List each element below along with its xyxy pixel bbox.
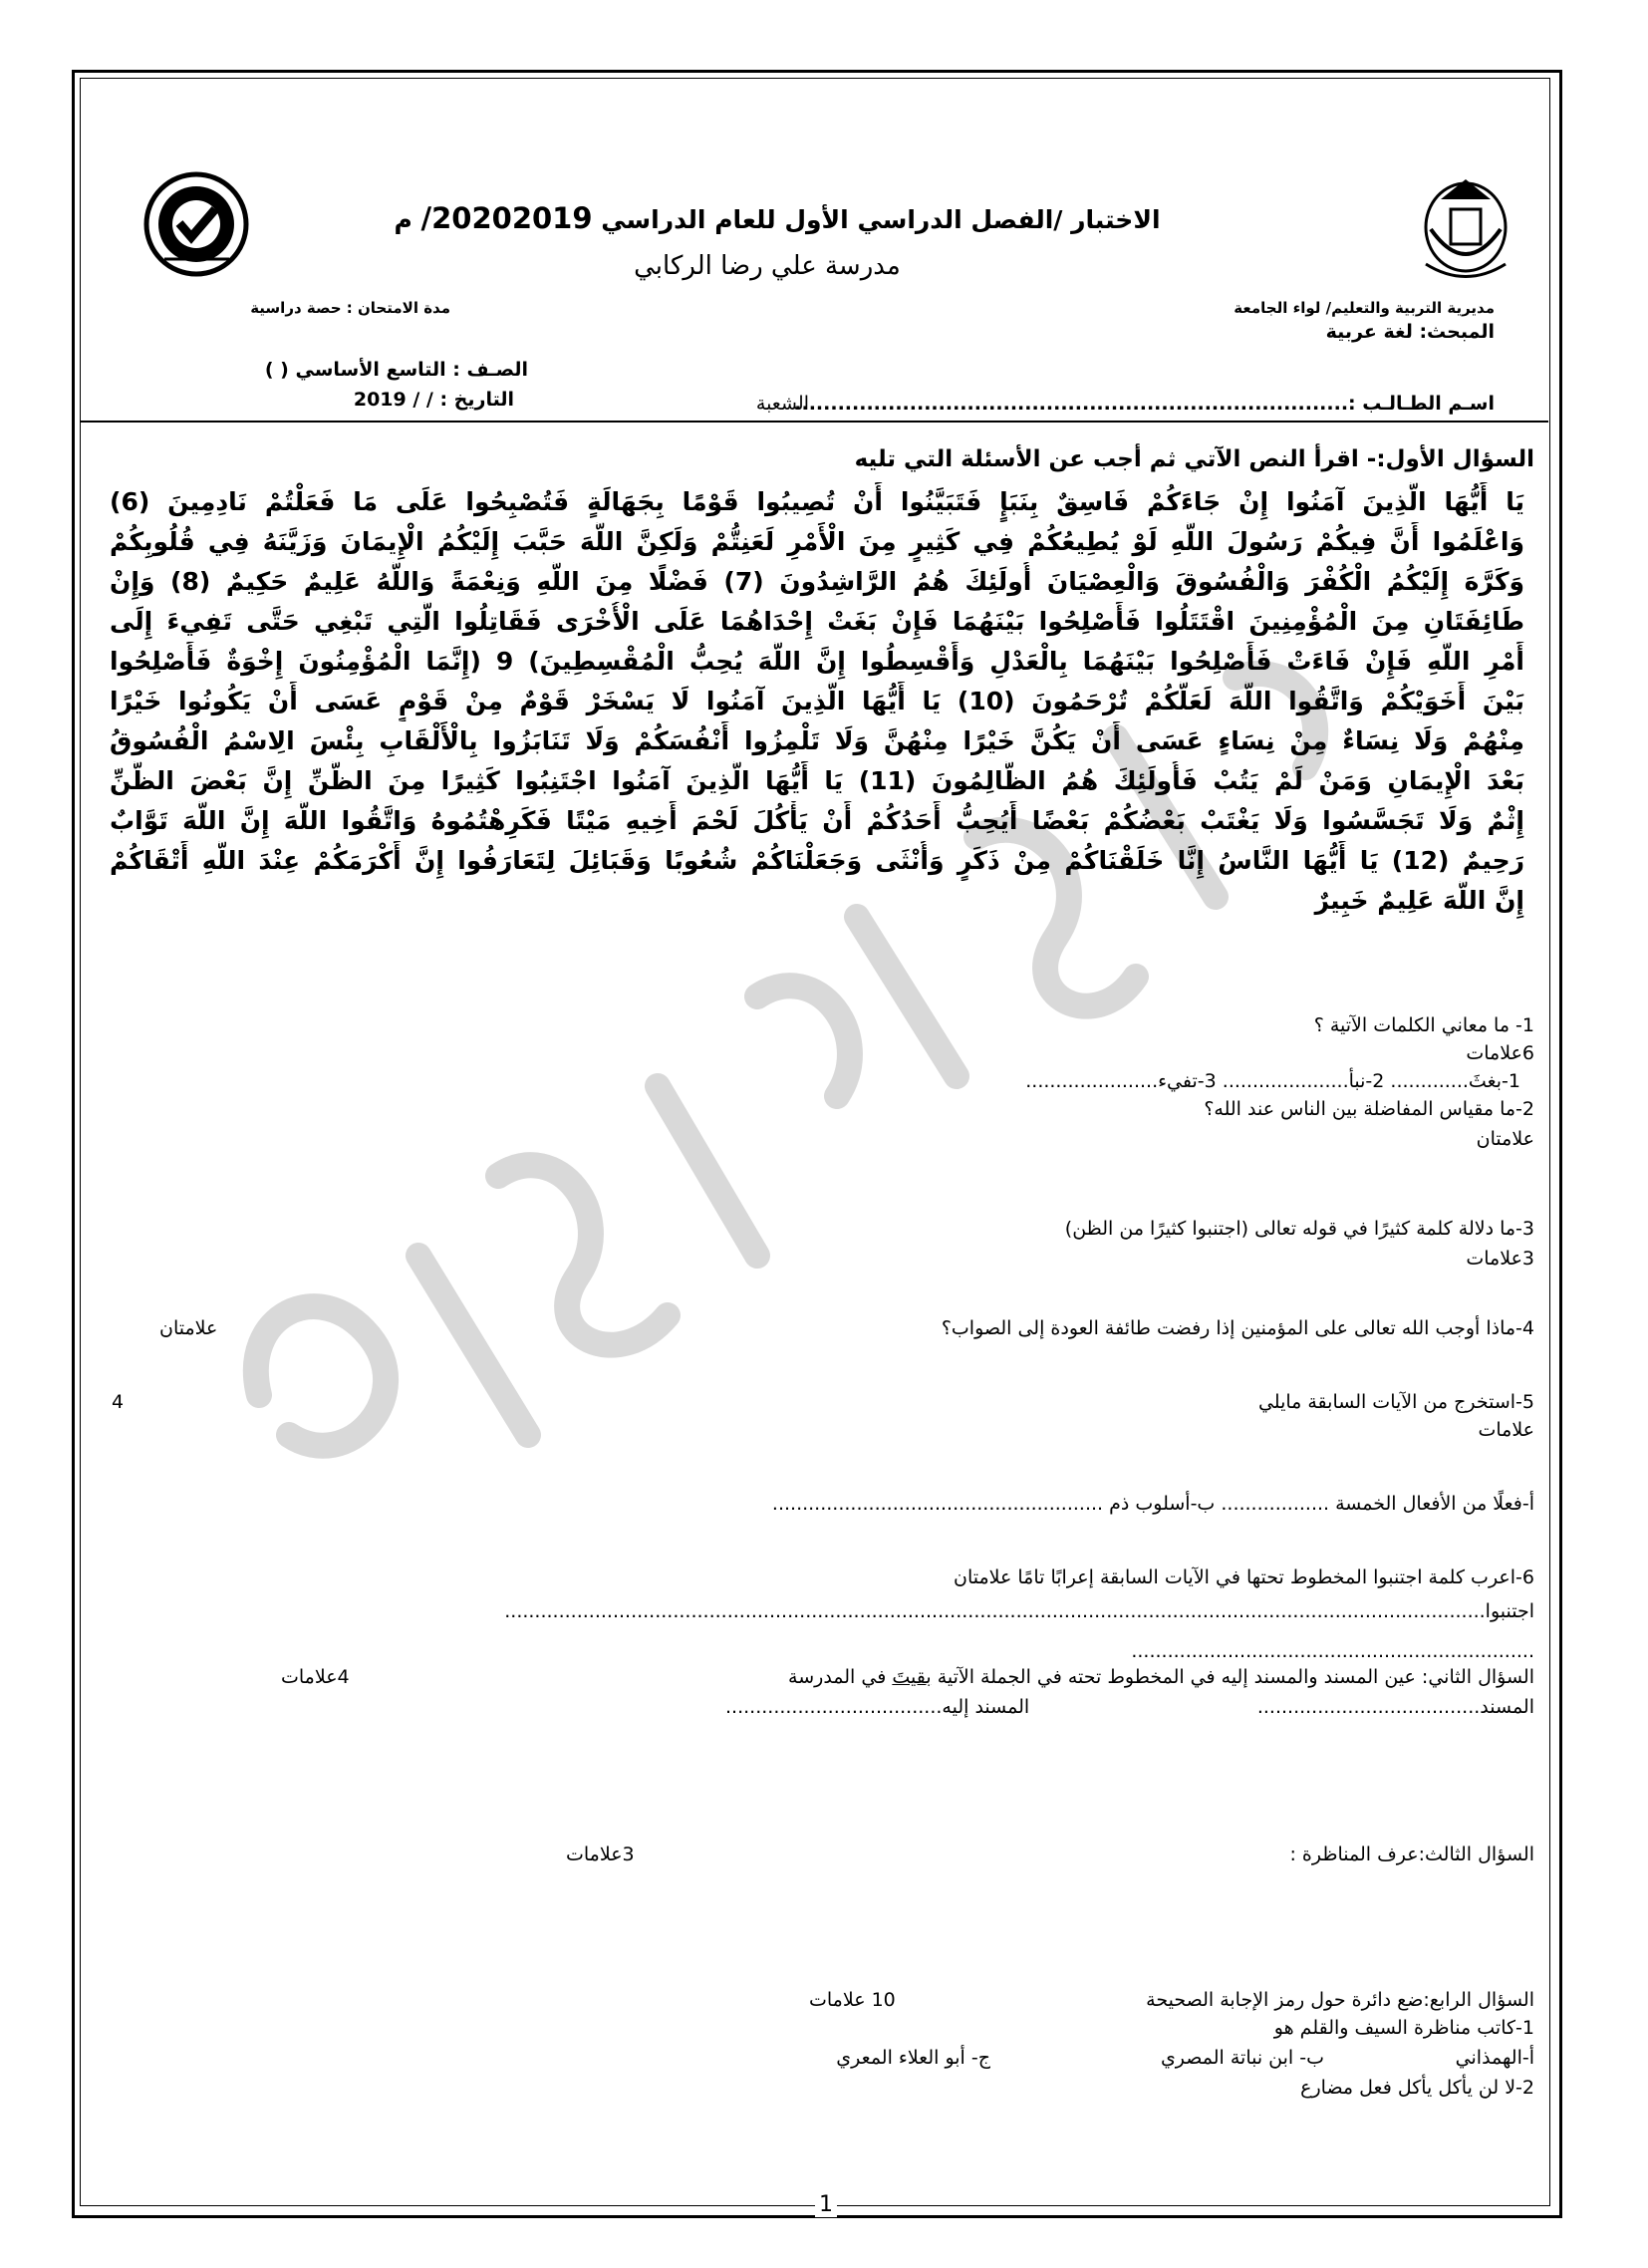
section-field[interactable]: الشعبة xyxy=(755,393,809,415)
q1-item-5: 5-استخرج من الآيات السابقة مايلي xyxy=(1257,1391,1534,1413)
q2-musnad-field[interactable]: المسند..................................... xyxy=(1256,1696,1534,1718)
jordan-emblem-icon xyxy=(1411,169,1520,289)
q4-marks: 10 علامات xyxy=(809,1989,896,2011)
verse-line: وَكَرَّهَ إِلَيْكُمُ الْكُفْرَ وَالْفُسُوقَ وَالْعِصْيَانَ أُولَئِكَ هُمُ الرَّاشِدُونَ (7) فَضْلًا مِنَ اللَّهِ وَنِعْمَةً وَاللَّهُ عَلِيمٌ حَكِيمٌ (8) وَإِنْ xyxy=(110,567,1524,596)
verse-line: إِنَّ اللَّهَ عَلِيمٌ خَبِيرٌ xyxy=(1314,886,1524,915)
q4-option-c[interactable]: ج- أبو العلاء المعري xyxy=(836,2047,990,2069)
q3-marks: 3علامات xyxy=(566,1843,635,1865)
exam-date: التاريخ : / / 2019 xyxy=(353,389,514,411)
header-divider xyxy=(80,421,1548,423)
verse-line: بَيْنَ أَخَوَيْكُمْ وَاتَّقُوا اللَّهَ لَعَلَّكُمْ تُرْحَمُونَ (10) يَا أَيُّهَا الَّذِينَ آمَنُوا لَا يَسْخَرْ قَوْمٌ مِنْ قَوْمٍ عَسَى أَنْ يَكُونُوا خَيْرًا xyxy=(110,687,1524,715)
page-number: 1 xyxy=(815,2192,837,2217)
q1-item-2-marks: علامتان xyxy=(1476,1128,1534,1150)
q1-item-1: 1- ما معاني الكلمات الآتية ؟ xyxy=(1313,1014,1534,1036)
q1-item-1-answers[interactable]: 1-بغثَ............. 2-نبأ..................... 3-تفيء...................... xyxy=(1025,1070,1520,1092)
q2-marks: 4علامات xyxy=(281,1666,350,1688)
sgs-certification-logo xyxy=(139,167,254,282)
verse-line: يَا أَيُّهَا الَّذِينَ آمَنُوا إِنْ جَاءَكُمْ فَاسِقٌ بِنَبَإٍ فَتَبَيَّنُوا أَنْ تُصِيبُوا قَوْمًا بِجَهَالَةٍ فَتُصْبِحُوا عَلَى مَا فَعَلْتُمْ نَادِمِينَ (6) xyxy=(110,487,1524,516)
q2-title: السؤال الثاني: عين المسند والمسند إليه في المخطوط تحته في الجملة الآتية بقيتَ في المدرسة xyxy=(788,1666,1534,1688)
subject: المبحث: لغة عربية xyxy=(1325,321,1495,343)
q1-item-6: 6-اعرب كلمة اجتنبوا المخطوط تحتها في الآيات السابقة إعرابًا تامًا علامتان xyxy=(954,1566,1534,1588)
q1-item-3-marks: 3علامات xyxy=(1466,1248,1534,1270)
q4-option-a[interactable]: أ-الهمذاني xyxy=(1455,2047,1534,2069)
q1-item-6-answer[interactable]: اجتنبوا................................................................................................................................................................... xyxy=(504,1600,1534,1622)
q2-underlined-word: بقيتَ xyxy=(892,1666,932,1688)
student-name-field[interactable]: اسـم الطـالـب :............................................................................. xyxy=(794,393,1495,415)
exam-duration: مدة الامتحان : حصة دراسية xyxy=(250,299,450,317)
exam-title: الاختبار /الفصل الدراسي الأول للعام الدراسي 20202019/ م xyxy=(394,201,1161,235)
q1-item-3: 3-ما دلالة كلمة كثيرًا في قوله تعالى (اجتنبوا كثيرًا من الظن) xyxy=(1064,1218,1534,1240)
grade: الصـف : التاسع الأساسي ( ) xyxy=(264,359,528,381)
q3-title: السؤال الثالث:عرف المناظرة : xyxy=(1289,1843,1534,1865)
directorate: مديرية التربية والتعليم/ لواء الجامعة xyxy=(1234,299,1495,317)
verse-line: إِثْمٌ وَلَا تَجَسَّسُوا وَلَا يَغْتَبْ بَعْضُكُمْ بَعْضًا أَيُحِبُّ أَحَدُكُمْ أَنْ يَأْكُلَ لَحْمَ أَخِيهِ مَيْتًا فَكَرِهْتُمُوهُ وَاتَّقُوا اللَّهَ إِنَّ اللَّهَ تَوَّابٌ xyxy=(110,806,1524,835)
q1-item-5-marks: علامات xyxy=(1478,1419,1534,1441)
q4-title: السؤال الرابع:ضع دائرة حول رمز الإجابة الصحيحة xyxy=(1146,1989,1534,2011)
q1-item-2: 2-ما مقياس المفاضلة بين الناس عند الله؟ xyxy=(1204,1098,1534,1120)
verse-line: رَحِيمٌ (12) يَا أَيُّهَا النَّاسُ إِنَّا خَلَقْنَاكُمْ مِنْ ذَكَرٍ وَأُنْثَى وَجَعَلْنَاكُمْ شُعُوبًا وَقَبَائِلَ لِتَعَارَفُوا إِنَّ أَكْرَمَكُمْ عِنْدَ اللَّهِ أَتْقَاكُمْ xyxy=(110,846,1524,875)
q2-musnad-ilayh-field[interactable]: المسند إليه.................................... xyxy=(725,1696,1030,1718)
verse-line: مِنْهُمْ وَلَا نِسَاءٌ مِنْ نِسَاءٍ عَسَى أَنْ يَكُنَّ خَيْرًا مِنْهُنَّ وَلَا تَلْمِزُوا أَنْفُسَكُمْ وَلَا تَنَابَزُوا بِالْأَلْقَابِ بِئْسَ الِاسْمُ الْفُسُوقُ xyxy=(110,726,1524,755)
verse-line: طَائِفَتَانِ مِنَ الْمُؤْمِنِينَ اقْتَتَلُوا فَأَصْلِحُوا بَيْنَهُمَا فَإِنْ بَغَتْ إِحْدَاهُمَا عَلَى الْأُخْرَى فَقَاتِلُوا الَّتِي تَبْغِي حَتَّى تَفِيءَ إِلَى xyxy=(110,607,1524,636)
q1-item-5-answers[interactable]: أ-فعلًا من الأفعال الخمسة .................. ب-أسلوب ذم ....................................................... xyxy=(771,1493,1534,1515)
q1-item-5-mark-number: 4 xyxy=(112,1391,125,1413)
q4-item-1: 1-كاتب مناظرة السيف والقلم هو xyxy=(1273,2017,1534,2039)
school-name: مدرسة علي رضا الركابي xyxy=(634,251,901,281)
q1-item-4-marks: علامتان xyxy=(159,1317,218,1339)
verse-line: بَعْدَ الْإِيمَانِ وَمَنْ لَمْ يَتُبْ فَأُولَئِكَ هُمُ الظَّالِمُونَ (11) يَا أَيُّهَا الَّذِينَ آمَنُوا اجْتَنِبُوا كَثِيرًا مِنَ الظَّنِّ إِنَّ بَعْضَ الظَّنِّ xyxy=(110,766,1524,795)
q4-item-2: 2-لا لن يأكل يأكل فعل مضارع xyxy=(1300,2077,1534,2099)
verse-line: وَاعْلَمُوا أَنَّ فِيكُمْ رَسُولَ اللَّهِ لَوْ يُطِيعُكُمْ فِي كَثِيرٍ مِنَ الْأَمْرِ لَعَنِتُّمْ وَلَكِنَّ اللَّهَ حَبَّبَ إِلَيْكُمُ الْإِيمَانَ وَزَيَّنَهُ فِي قُلُوبِكُمْ xyxy=(110,527,1524,556)
q4-option-b[interactable]: ب- ابن نباتة المصري xyxy=(1160,2047,1324,2069)
verse-line: أَمْرِ اللَّهِ فَإِنْ فَاءَتْ فَأَصْلِحُوا بَيْنَهُمَا بِالْعَدْلِ وَأَقْسِطُوا إِنَّ اللَّهَ يُحِبُّ الْمُقْسِطِينَ) 9 (إِنَّمَا الْمُؤْمِنُونَ إِخْوَةٌ فَأَصْلِحُوا xyxy=(110,647,1524,676)
q1-title: السؤال الأول:- اقرأ النص الآتي ثم أجب عن الأسئلة التي تليه xyxy=(854,446,1534,472)
q1-item-6-dots[interactable]: ................................................................... xyxy=(1131,1640,1534,1662)
q1-item-4: 4-ماذا أوجب الله تعالى على المؤمنين إذا رفضت طائفة العودة إلى الصواب؟ xyxy=(941,1317,1534,1339)
q1-item-1-marks: 6علامات xyxy=(1466,1042,1534,1064)
